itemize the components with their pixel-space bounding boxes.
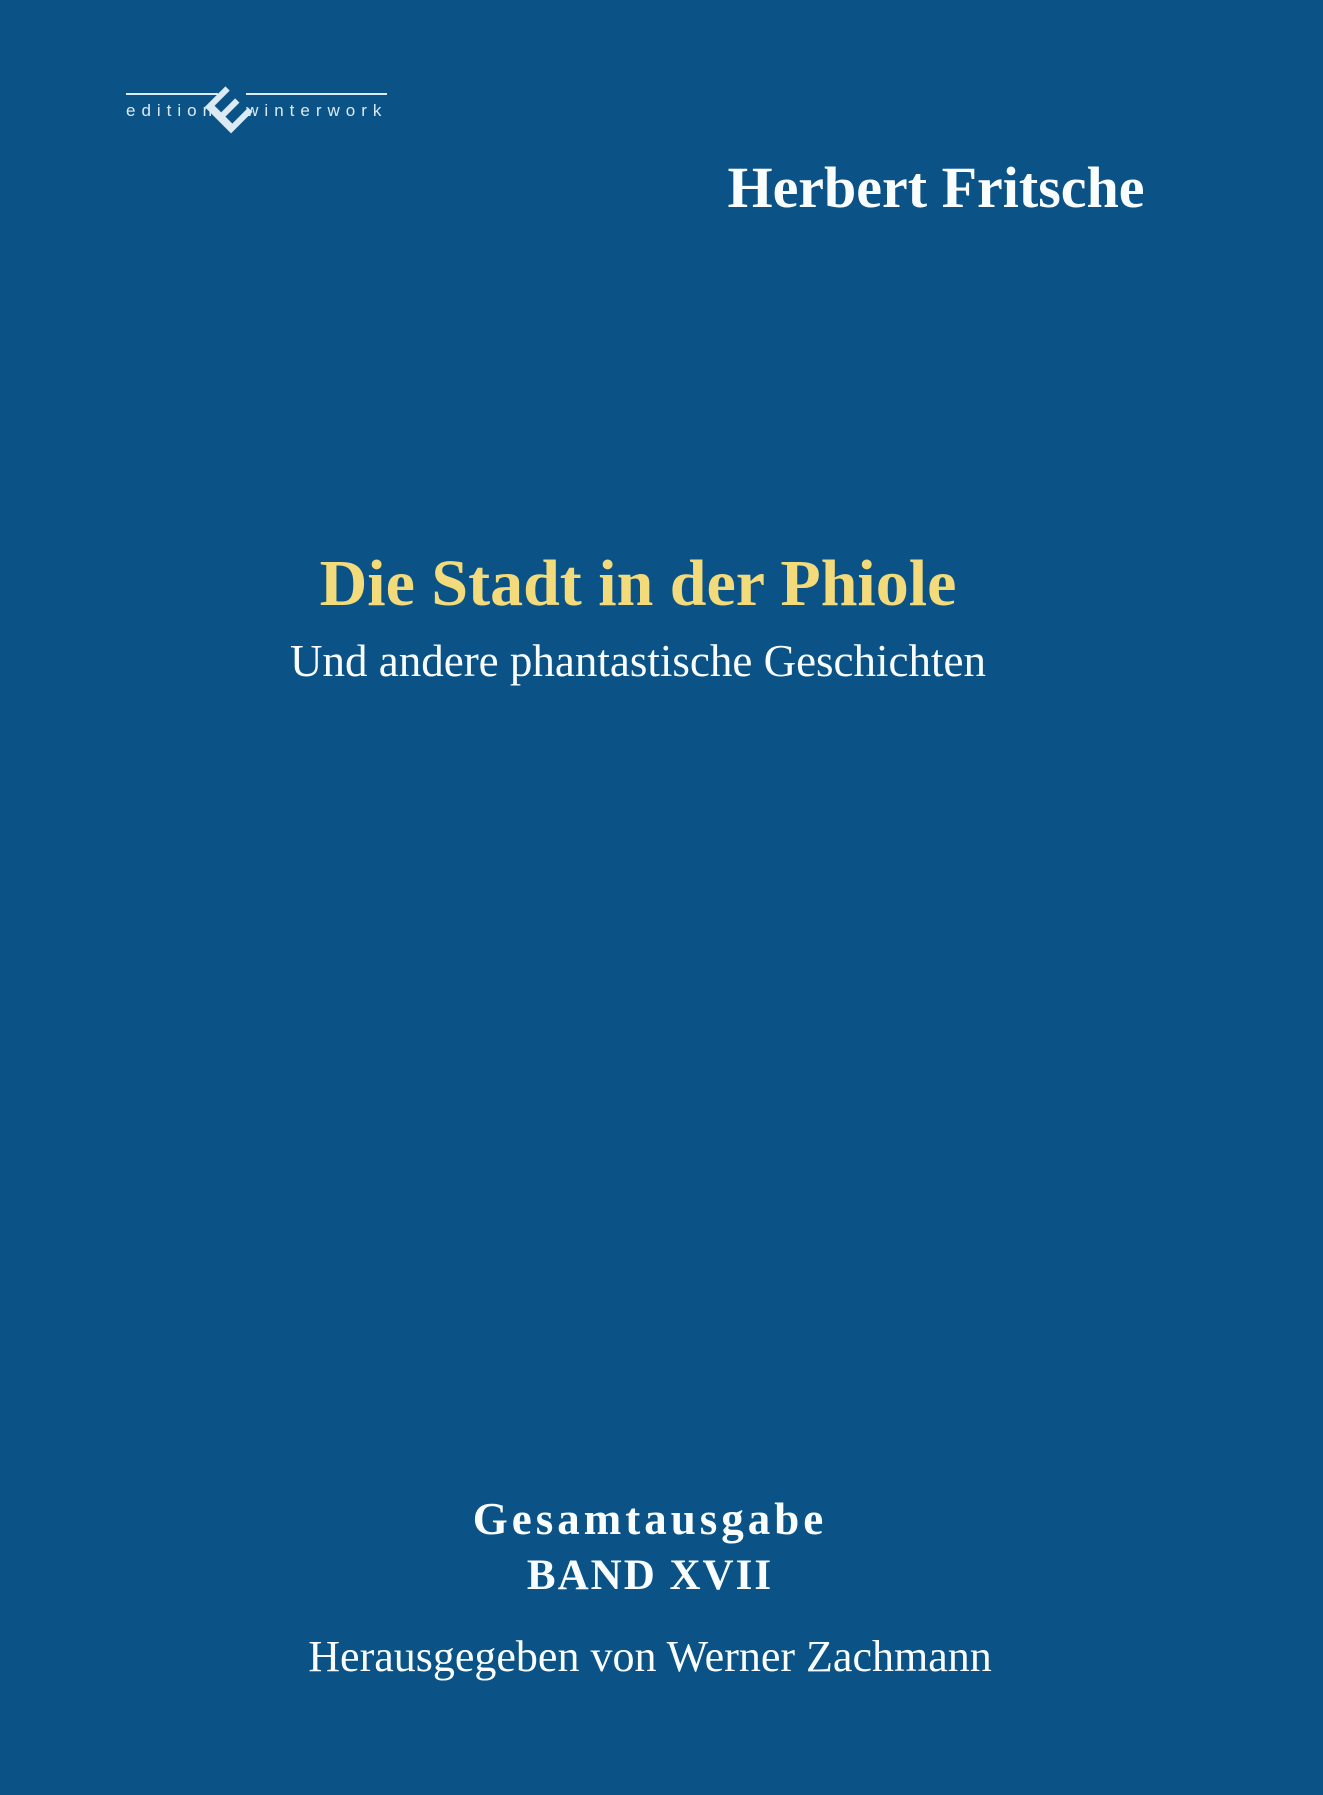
- book-subtitle: Und andere phantastische Geschichten: [290, 635, 986, 686]
- author-name: Herbert Fritsche: [727, 155, 1145, 220]
- edition-block: [0, 1494, 1300, 1683]
- title-block: [0, 548, 1276, 686]
- editor-credit: Herausgegeben von Werner Zachmann: [308, 1632, 992, 1682]
- publisher-logo-edition-label: edition: [126, 93, 218, 121]
- volume-number: BAND XVII: [526, 1551, 774, 1599]
- publisher-logo: [126, 76, 388, 145]
- publisher-logo-winterwork-label: winterwork: [246, 93, 387, 121]
- winterwork-monogram-icon: E: [194, 76, 263, 145]
- book-title: Die Stadt in der Phiole: [319, 547, 957, 620]
- series-title: Gesamtausgabe: [472, 1494, 828, 1544]
